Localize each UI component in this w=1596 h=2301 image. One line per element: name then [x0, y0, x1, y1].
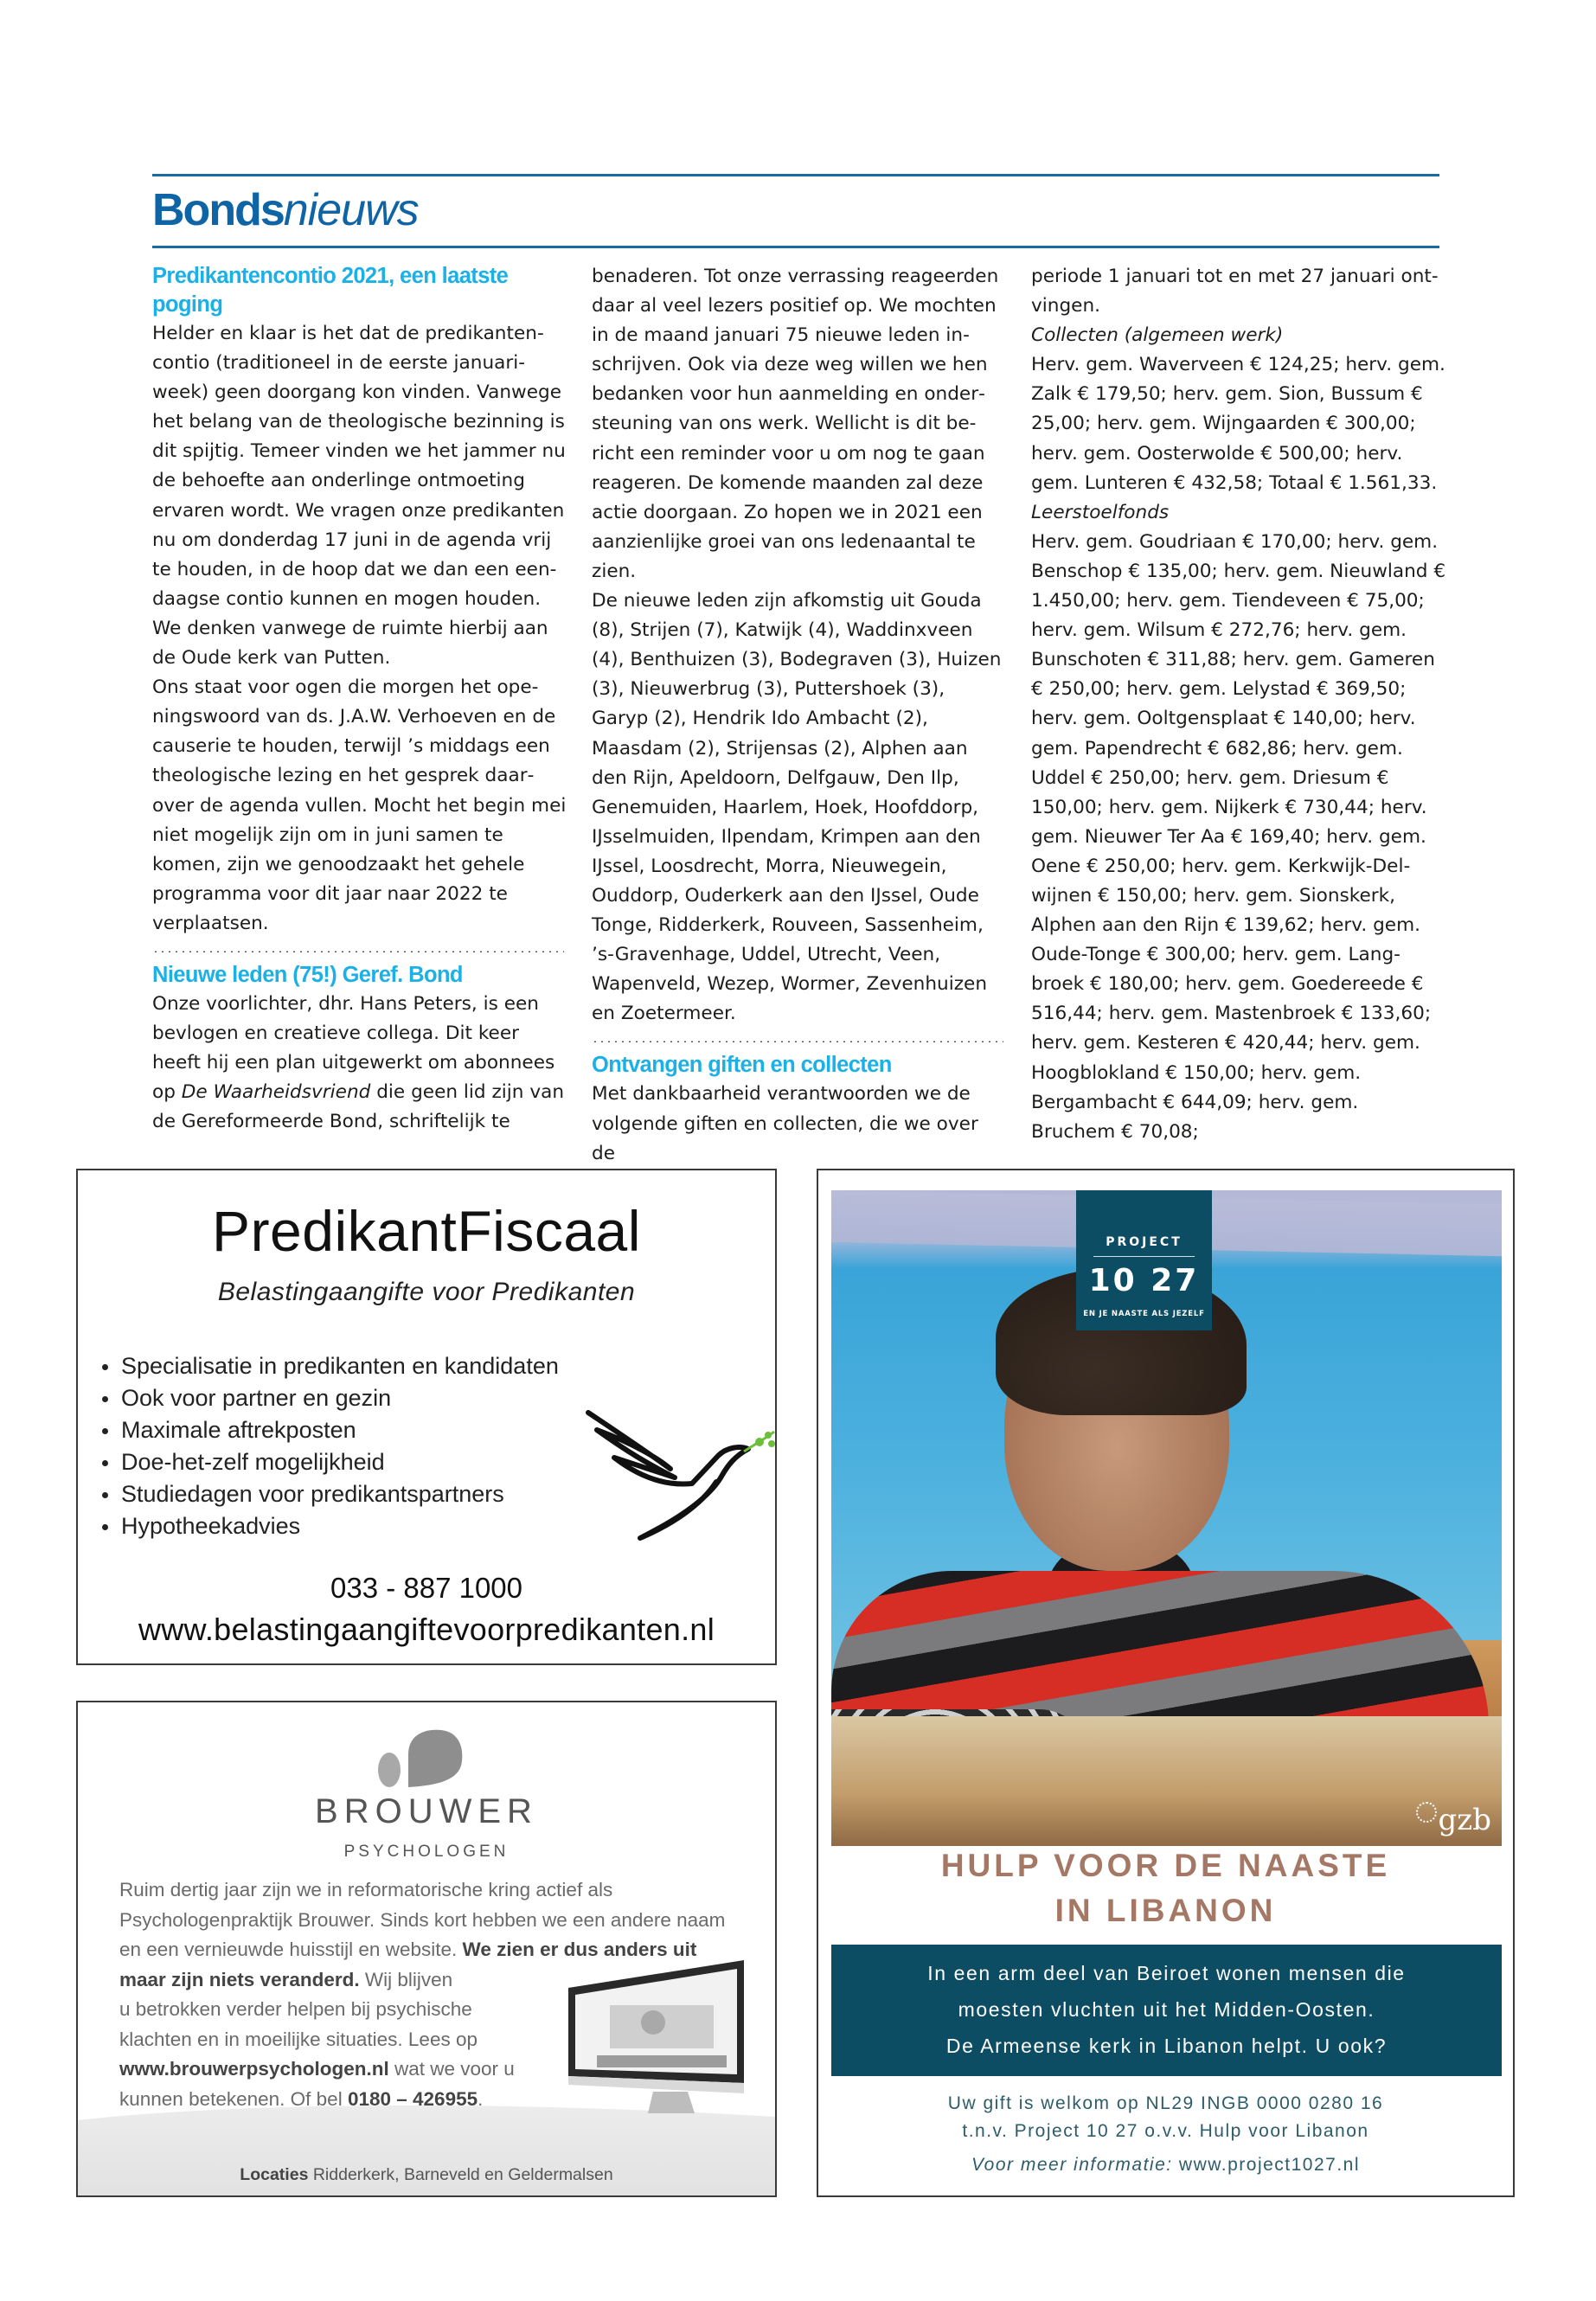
locations-label: Locaties	[240, 2165, 309, 2184]
column-3	[1031, 262, 1446, 1147]
info-label: Voor meer informatie:	[971, 2155, 1173, 2175]
headline-line: IN LIBANON	[1054, 1893, 1277, 1928]
text-run: u betrokken verder helpen bij psychische klachten en in moeilijke situaties. Lees op	[119, 1998, 478, 2050]
globe-icon	[1416, 1802, 1437, 1823]
list-item: Doe-het-zelf mogelijkheid	[100, 1446, 559, 1478]
ad-brouwer-psychologen	[76, 1701, 777, 2197]
band-line: De Armeense kerk in Libanon helpt. U ook?	[945, 2035, 1388, 2057]
article-paragraph: benaderen. Tot onze verrassing reageerden daar al veel lezers positief op. We mochten in de maand januari 75 nieuwe leden inschrijven. Ook via deze weg willen we hen bedanken voor hun aanmelding en ondersteuning van ons werk. Wellicht is dit bericht een reminder voor u om nog te gaan reageren. De komende maanden zal deze actie doorgaan. Zo hopen we in 2021 een aanzienlijke groei van ons ledenaantal te zien.	[592, 266, 999, 582]
ad-website[interactable]: www.brouwerpsychologen.nl	[119, 2058, 389, 2080]
brand-name: BROUWER	[315, 1792, 538, 1830]
badge-number: 10 27	[1088, 1263, 1200, 1298]
masthead-rule-top	[152, 174, 1439, 176]
text-block	[119, 1995, 535, 2114]
article-paragraph: Ons staat voor ogen die morgen het openingswoord van ds. J.A.W. Verhoeven en de causerie te houden, terwijl ’s middags een theologische lezing en het gesprek daarover de agenda vullen. Mocht het begin mei niet mogelijk zijn om in juni samen te komen, zijn we genoodzaakt het gehele programma voor dit jaar naar 2022 te verplaatsen.	[152, 676, 567, 934]
column-1	[152, 262, 567, 1137]
text-run: wat we voor u kunnen betekenen. Of bel	[119, 2058, 515, 2110]
publication-title: De Waarheidsvriend	[181, 1081, 371, 1104]
dotted-divider	[152, 951, 564, 952]
gzb-logo	[1416, 1802, 1491, 1837]
article-paragraph: Met dankbaarheid verantwoorden we de volgende giften en collecten, die we over de	[592, 1083, 978, 1164]
article-paragraph: Herv. gem. Goudriaan € 170,00; herv. gem. Benschop € 135,00; herv. gem. Nieuwland € 1.450,00; herv. gem. Tiendeveen € 75,00; herv. gem. Wilsum € 272,76; herv. gem. Bunschoten € 311,88; herv. gem. Gameren € 250,00; herv. gem. Lelystad € 369,50; herv. gem. Ooltgensplaat € 140,00; herv. gem. Papendrecht € 682,86; herv. gem. Uddel € 250,00; herv. gem. Driesum € 150,00; herv. gem. Nijkerk € 730,44; herv. gem. Nieuwer Ter Aa € 169,40; herv. gem. Oene € 250,00; herv. gem. Kerkwijk-Delwijnen € 150,00; herv. gem. Sionskerk, Alphen aan den Rijn € 139,62; herv. gem. Oude-Tonge € 300,00; herv. gem. Langbroek € 180,00; herv. gem. Goedereede € 516,44; herv. gem. Mastenbroek € 133,60; herv. gem. Kesteren € 420,44; herv. gem. Hoogblokland € 150,00; herv. gem. Bergambacht € 644,09; herv. gem. Bruchem € 70,08;	[1031, 530, 1446, 1143]
photo-desk	[831, 1716, 1502, 1846]
list-item: Specialisatie in predikanten en kandidaten	[100, 1350, 559, 1382]
ad-title: PredikantFiscaal	[212, 1199, 641, 1263]
ad-headline	[818, 1843, 1513, 1933]
badge-slogan: EN JE NAASTE ALS JEZELF	[1083, 1310, 1205, 1318]
ad-phone: 033 - 887 1000	[330, 1572, 523, 1604]
ad-phone: 0180 – 426955	[347, 2087, 478, 2110]
ad-locations	[78, 2165, 775, 2185]
article-heading-contio: Predikantencontio 2021, een laatste poging	[152, 264, 509, 317]
list-item: Ook voor partner en gezin	[100, 1382, 559, 1414]
dove-icon	[580, 1404, 787, 1542]
list-item: Hypotheekadvies	[100, 1510, 559, 1542]
ad-project-1027	[817, 1169, 1515, 2197]
section-title	[152, 180, 419, 240]
badge-divider	[1093, 1256, 1195, 1257]
article-paragraph: De nieuwe leden zijn afkomstig uit Gouda (8), Strijen (7), Katwijk (4), Waddinxveen (4), Benthuizen (3), Bodegraven (3), Huizen (3), Nieuwerbrug (3), Puttershoek (3), Garyp (2), Hendrik Ido Ambacht (2), Maasdam (2), Strijensas (2), Alphen aan den Rijn, Apeldoorn, Delfgauw, Den Ilp, Genemuiden, Haarlem, Hoek, Hoofddorp, IJsselmuiden, Ilpendam, Krimpen aan den IJssel, Loosdrecht, Morra, Nieuwegein, Ouddorp, Ouderkerk aan den IJssel, Oude Tonge, Ridderkerk, Rouveen, Sassenheim, ’s-Gravenhage, Uddel, Utrecht, Veen, Wapenveld, Wezep, Wormer, Zevenhuizen en Zoetermeer.	[592, 590, 1002, 1025]
reference-line: t.n.v. Project 10 27 o.v.v. Hulp voor Libanon	[962, 2121, 1369, 2141]
ad-website[interactable]: www.project1027.nl	[1172, 2155, 1361, 2175]
section-title-bold: Bonds	[152, 185, 284, 235]
text-run: Wij blijven	[359, 1968, 453, 1990]
subheading-collecten: Collecten (algemeen werk)	[1031, 324, 1284, 347]
ad-photo-boy-at-desk	[831, 1190, 1502, 1846]
ad-donation-info	[818, 2090, 1513, 2145]
ad-predikantfiscaal	[76, 1169, 777, 1665]
subheading-leerstoelfonds: Leerstoelfonds	[1031, 501, 1170, 523]
band-line: moesten vluchten uit het Midden-Oosten.	[958, 1998, 1375, 2021]
section-title-italic: nieuws	[283, 185, 419, 235]
list-item: Studiedagen voor predikantspartners	[100, 1478, 559, 1510]
ad-website[interactable]: www.belastingaangiftevoorpredikanten.nl	[138, 1612, 715, 1647]
list-item: Maximale aftrekposten	[100, 1414, 559, 1446]
text-run: Ruim dertig jaar zijn we in reformatorische kring actief als Psychologenpraktijk Brouwer. Sinds kort hebben we een andere naam en een vernieuwde huisstijl en website.	[119, 1879, 726, 1960]
ad-more-info	[818, 2155, 1513, 2176]
text-run: .	[478, 2087, 484, 2110]
article-heading-nieuwe-leden: Nieuwe leden (75!) Geref. Bond	[152, 962, 463, 987]
column-2	[592, 262, 1007, 1169]
headline-line: HULP VOOR DE NAASTE	[940, 1848, 1391, 1883]
text-run: Onze voorlichter, dhr. Hans Peters, is een bevlogen en creatieve collega. Dit keer heeft hij een plan uitgewerkt om abonnees op	[152, 992, 555, 1104]
brand-tagline: PSYCHOLOGEN	[343, 1843, 510, 1861]
ad-body	[119, 1875, 742, 2114]
masthead-rule-bottom	[152, 246, 1439, 248]
article-heading-giften: Ontvangen giften en collecten	[592, 1053, 892, 1078]
text-run: die geen lid zijn van de Gereformeerde Bond, schriftelijk te	[152, 1081, 565, 1133]
iban-line: Uw gift is welkom op NL29 INGB 0000 0280 16	[947, 2093, 1384, 2113]
band-line: In een arm deel van Beiroet wonen mensen die	[927, 1962, 1406, 1984]
article-paragraph: Herv. gem. Waverveen € 124,25; herv. gem. Zalk € 179,50; herv. gem. Sion, Bussum € 25,00; herv. gem. Wijngaarden € 300,00; herv. gem. Oosterwolde € 500,00; herv. gem. Lunteren € 432,58; Totaal € 1.561,33.	[1031, 354, 1445, 494]
article-paragraph: periode 1 januari tot en met 27 januari ontvingen.	[1031, 266, 1439, 317]
project-badge	[1076, 1190, 1212, 1330]
brouwer-logo-icon	[372, 1728, 476, 1789]
article-paragraph	[152, 990, 567, 1137]
locations-list: Ridderkerk, Barneveld en Geldermalsen	[308, 2165, 613, 2184]
logo-text: gzb	[1438, 1803, 1491, 1837]
text-emphasis: We zien er dus anders uit maar zijn niets veranderd.	[119, 1939, 697, 1990]
article-paragraph: Helder en klaar is het dat de predikantencontio (traditioneel in de eerste januariweek) geen doorgang kon vinden. Vanwege het belang van de theologische bezinning is dit spijtig. Temeer vinden we het jammer nu de behoefte aan onderlinge ontmoeting ervaren wordt. We vragen onze predikanten nu om donderdag 17 juni in de agenda vrij te houden, in de hoop dat we dan een eendaagse contio kunnen en mogen houden. We denken vanwege de ruimte hierbij aan de Oude kerk van Putten.	[152, 323, 566, 670]
ad-subtitle: Belastingaangifte voor Predikanten	[217, 1278, 636, 1306]
badge-label: PROJECT	[1106, 1235, 1183, 1249]
ad-message-band	[831, 1945, 1502, 2076]
dotted-divider	[592, 1041, 1003, 1042]
ad-bullet-list	[100, 1350, 559, 1542]
